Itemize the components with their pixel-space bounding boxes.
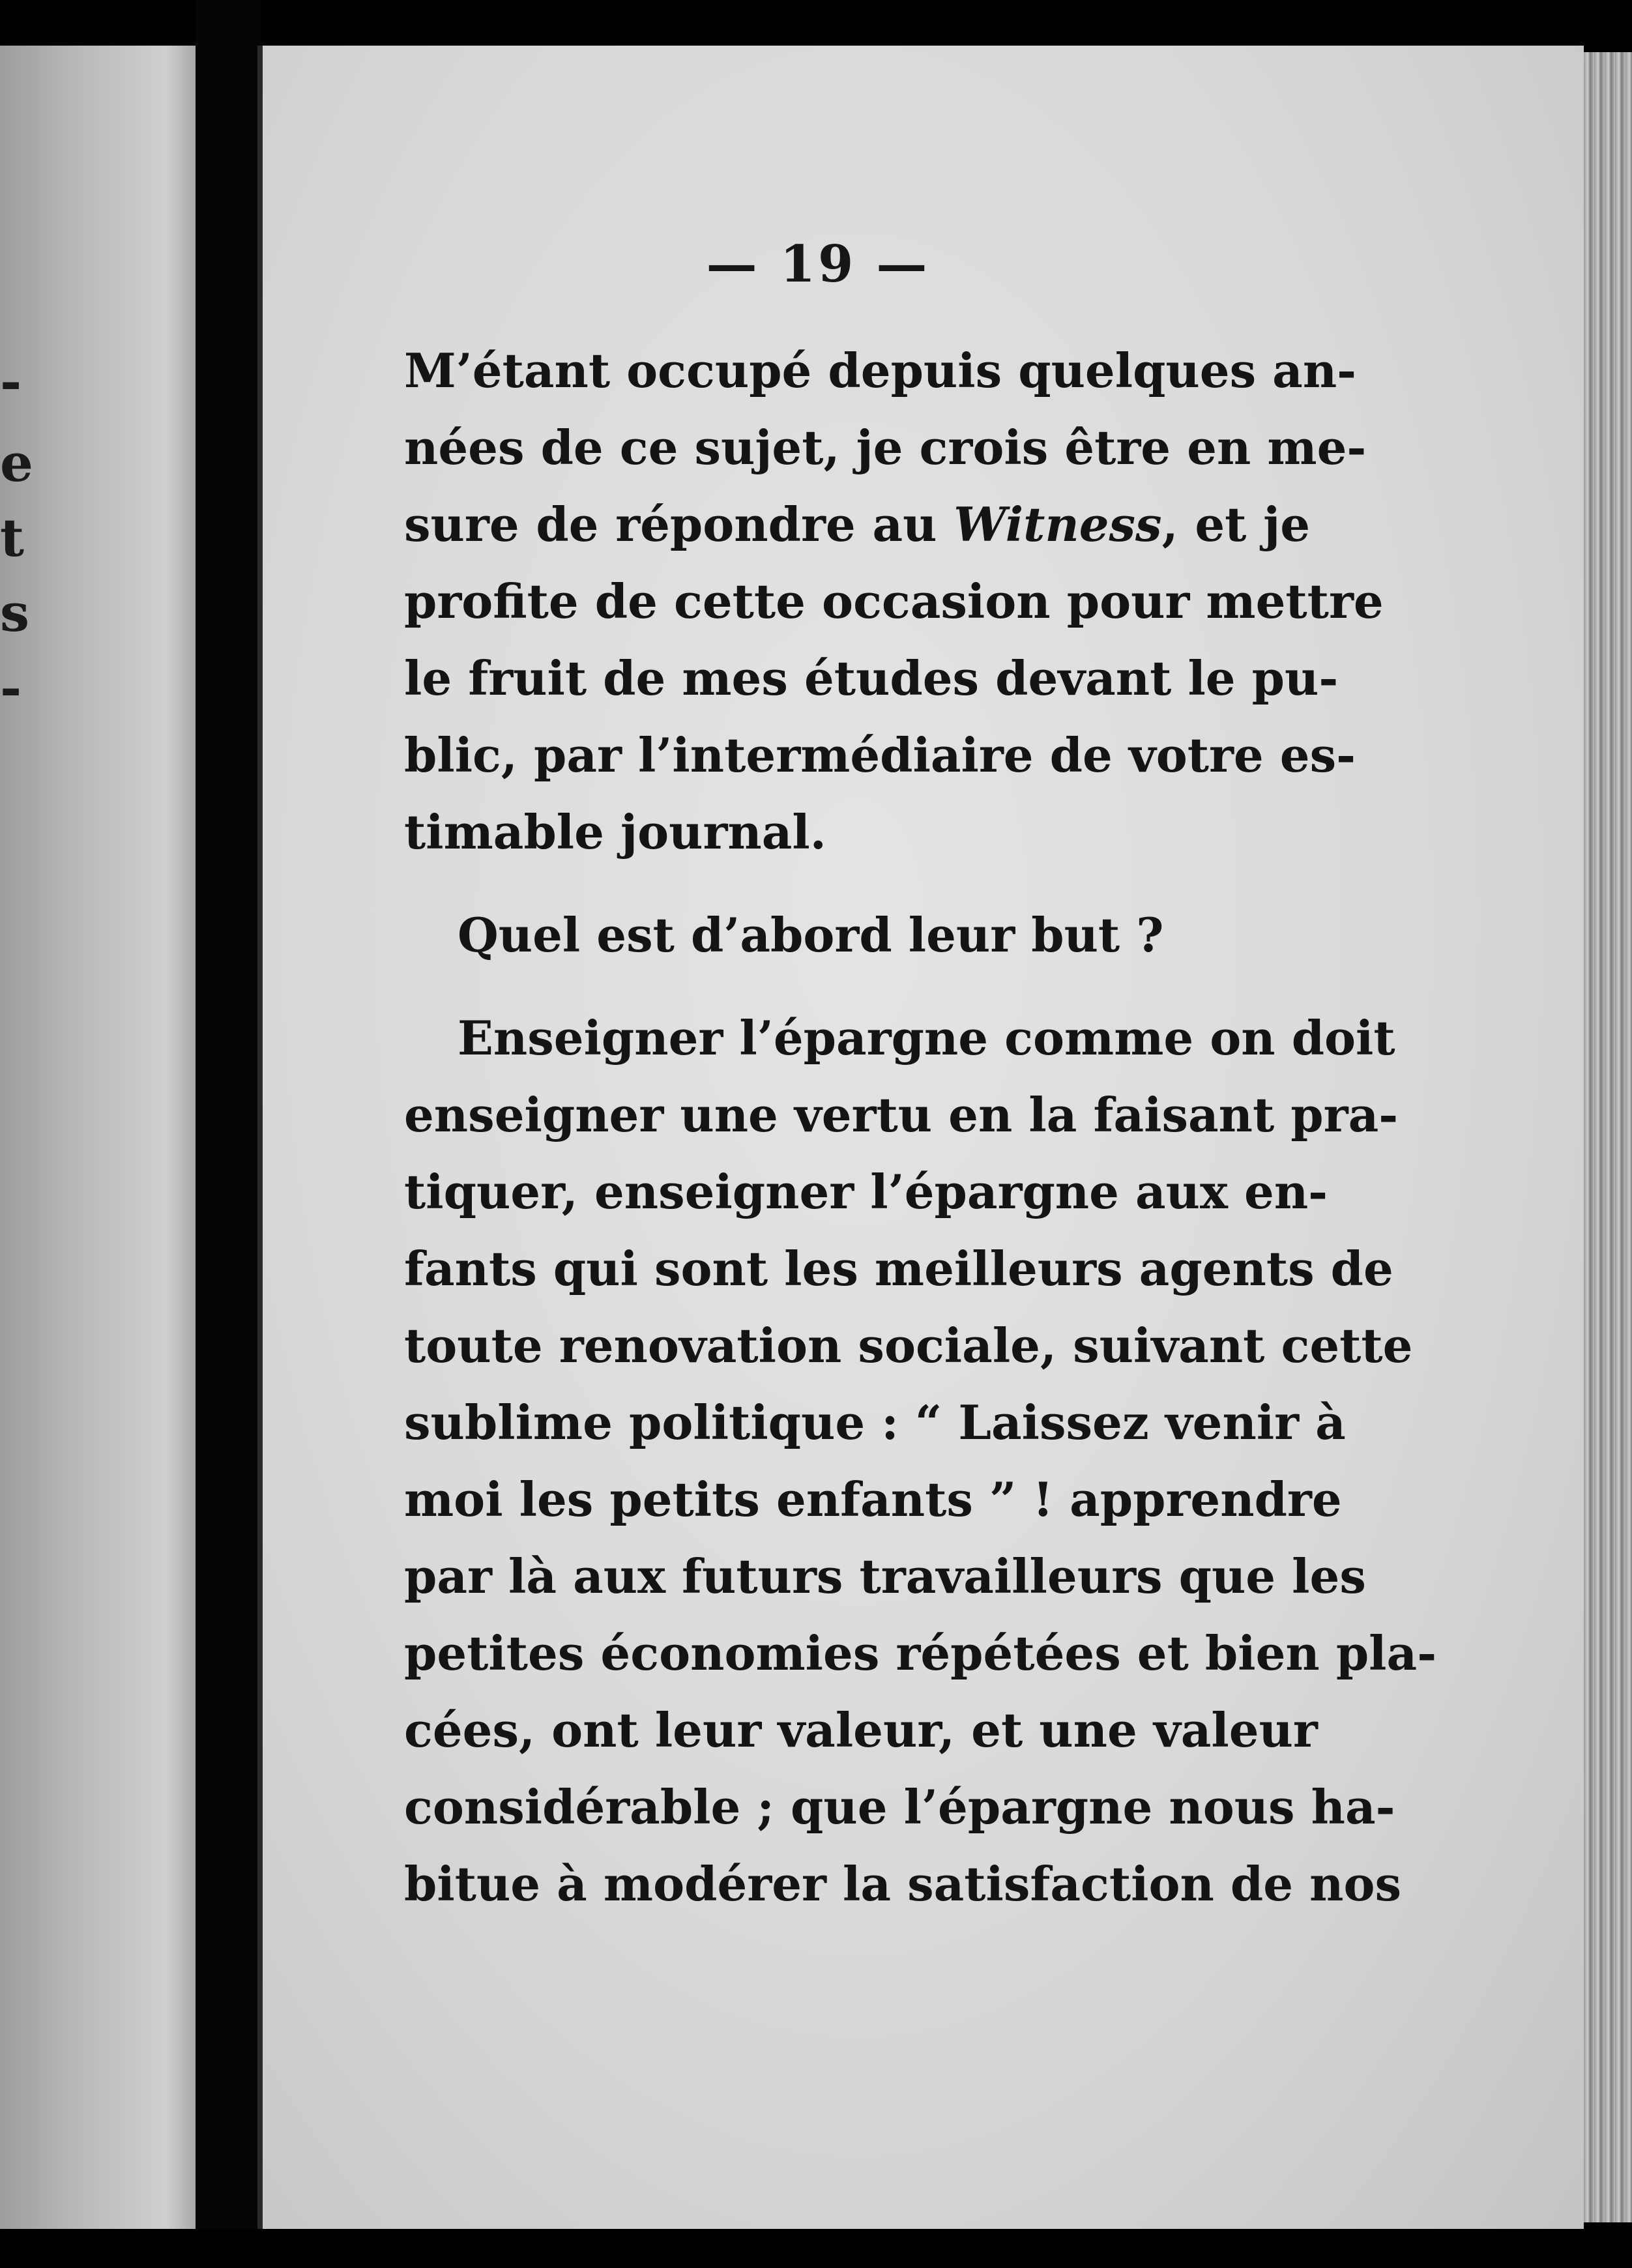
text-line: blic, par l’intermédiaire de votre es- [404,727,1356,783]
text-line: enseigner une vertu en la faisant pra- [404,1087,1399,1142]
text-line: tiquer, enseigner l’épargne aux en- [404,1164,1328,1219]
text-line: Enseigner l’épargne comme on doit [458,1010,1395,1066]
text-line: M’étant occupé depuis quelques an- [404,343,1357,398]
scan-bottom-border [0,2229,1632,2268]
paragraph-2 [404,897,1310,974]
text-line: toute renovation sociale, suivant cette [404,1318,1413,1373]
fragment-3: t [0,507,24,568]
text-line: petites économies répétées et bien pla- [404,1625,1437,1681]
italic-title-witness: Witness [954,497,1162,552]
text-line: nées de ce sujet, je crois être en me- [404,420,1367,475]
text-line: Quel est d’abord leur but ? [458,907,1164,963]
text-line: profite de cette occasion pour mettre [404,574,1384,629]
fragment-2: e [0,432,33,493]
fragment-5: - [0,657,22,718]
text-line: timable journal. [404,804,826,860]
paragraph-3 [404,1000,1437,1923]
page-body-text [404,332,1437,1923]
text-line: par là aux futurs travailleurs que les [404,1548,1366,1604]
text-line: fants qui sont les meilleurs agents de [404,1241,1393,1296]
text-line: moi les petits enfants ” ! apprendre [404,1472,1342,1527]
text-line: bitue à modérer la satisfaction de nos [404,1856,1402,1912]
text-line: le fruit de mes études devant le pu- [404,650,1339,706]
book-gutter [196,0,261,2268]
paragraph-1 [404,332,1384,871]
page-number: — 19 — [706,235,930,294]
page-edges-right [1584,52,1632,2222]
text-line: cées, ont leur valeur, et une valeur [404,1702,1318,1758]
fragment-1: - [0,351,22,412]
fragment-4: s [0,582,30,643]
text-line: sublime politique : “ Laissez venir à [404,1395,1346,1450]
text-line: considérable ; que l’épargne nous ha- [404,1779,1395,1835]
text-line: sure de répondre au Witness, et je [404,497,1310,552]
facing-page-left [0,46,196,2229]
